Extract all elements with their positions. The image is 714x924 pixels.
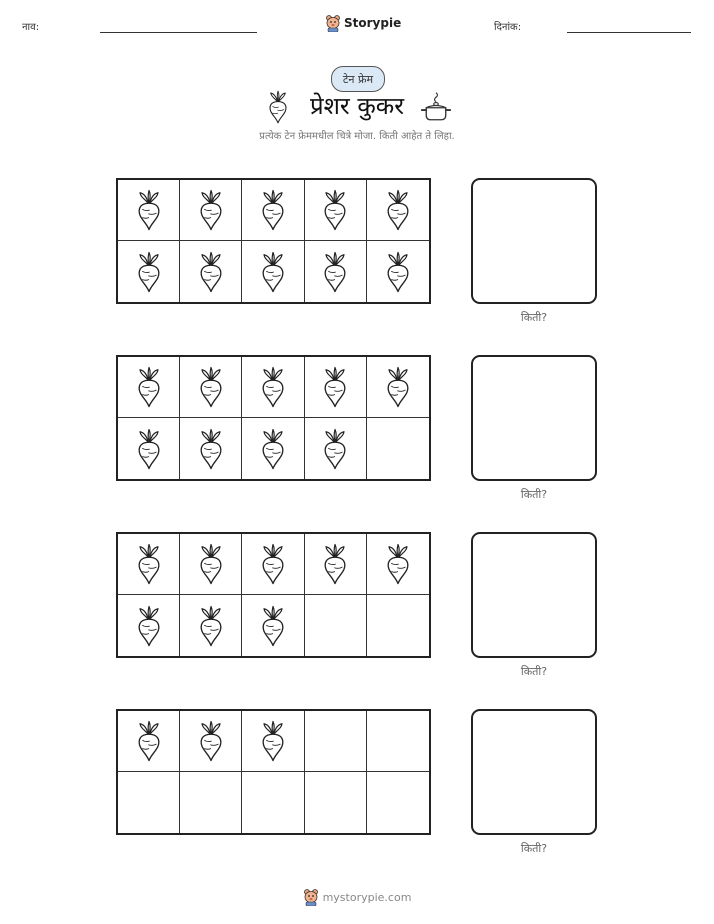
instructions-text: प्रत्येक टेन फ्रेममधील चित्रे मोजा. किती आहेत ते लिहा. bbox=[259, 131, 455, 142]
radish-icon bbox=[320, 187, 350, 233]
pressure-cooker-icon bbox=[421, 91, 451, 123]
storypie-mascot-icon bbox=[325, 14, 341, 32]
radish-icon bbox=[258, 426, 288, 472]
ten-frame-3 bbox=[116, 532, 431, 658]
ten-frame-1 bbox=[116, 178, 431, 304]
frame-cell bbox=[367, 772, 429, 833]
frame-cell bbox=[180, 418, 242, 479]
radish-icon bbox=[383, 541, 413, 587]
frame-cell bbox=[180, 241, 242, 302]
radish-icon bbox=[320, 364, 350, 410]
frame-cell bbox=[305, 180, 367, 241]
frame-cell bbox=[180, 595, 242, 656]
frame-cell bbox=[305, 534, 367, 595]
frame-cell bbox=[305, 241, 367, 302]
radish-icon bbox=[258, 187, 288, 233]
radish-icon bbox=[134, 541, 164, 587]
footer bbox=[0, 888, 714, 906]
radish-icon bbox=[196, 187, 226, 233]
ten-frame-4 bbox=[116, 709, 431, 835]
radish-icon bbox=[196, 541, 226, 587]
frame-cell bbox=[367, 180, 429, 241]
radish-icon bbox=[134, 718, 164, 764]
frame-cell bbox=[305, 418, 367, 479]
frame-cell bbox=[242, 241, 304, 302]
radish-icon bbox=[320, 426, 350, 472]
radish-icon bbox=[196, 603, 226, 649]
frame-cell bbox=[367, 241, 429, 302]
radish-icon bbox=[258, 364, 288, 410]
frame-cell bbox=[242, 357, 304, 418]
radish-icon bbox=[320, 541, 350, 587]
answer-prompt-4: किती? bbox=[520, 842, 548, 855]
date-label: दिनांक: bbox=[494, 22, 522, 33]
answer-box-4[interactable] bbox=[471, 709, 597, 835]
frame-cell bbox=[180, 711, 242, 772]
radish-icon bbox=[134, 187, 164, 233]
name-field-line[interactable] bbox=[100, 32, 257, 33]
radish-icon bbox=[383, 249, 413, 295]
answer-box-3[interactable] bbox=[471, 532, 597, 658]
radish-icon bbox=[196, 718, 226, 764]
frame-cell bbox=[118, 357, 180, 418]
frame-cell bbox=[180, 772, 242, 833]
frame-cell bbox=[242, 534, 304, 595]
radish-icon bbox=[258, 603, 288, 649]
frame-cell bbox=[367, 595, 429, 656]
radish-icon bbox=[134, 249, 164, 295]
answer-box-1[interactable] bbox=[471, 178, 597, 304]
radish-icon bbox=[258, 718, 288, 764]
name-label: नाव: bbox=[22, 22, 40, 33]
frame-cell bbox=[305, 711, 367, 772]
frame-cell bbox=[305, 772, 367, 833]
radish-icon bbox=[134, 426, 164, 472]
topic-badge: टेन फ्रेम bbox=[331, 66, 385, 92]
radish-icon bbox=[258, 249, 288, 295]
frame-cell bbox=[180, 534, 242, 595]
brand-logo bbox=[325, 13, 401, 33]
frame-cell bbox=[242, 595, 304, 656]
frame-cell bbox=[242, 772, 304, 833]
footer-site-link[interactable]: mystorypie.com bbox=[322, 890, 412, 904]
radish-icon bbox=[134, 603, 164, 649]
ten-frame-2 bbox=[116, 355, 431, 481]
frame-cell bbox=[367, 534, 429, 595]
radish-icon bbox=[258, 541, 288, 587]
brand-name: Storypie bbox=[344, 16, 402, 30]
radish-icon bbox=[320, 249, 350, 295]
radish-icon bbox=[196, 249, 226, 295]
date-field-line[interactable] bbox=[567, 32, 691, 33]
frame-cell bbox=[118, 418, 180, 479]
radish-icon bbox=[196, 426, 226, 472]
frame-cell bbox=[242, 711, 304, 772]
frame-cell bbox=[367, 357, 429, 418]
answer-prompt-1: किती? bbox=[520, 311, 548, 324]
frame-cell bbox=[118, 711, 180, 772]
frame-cell bbox=[118, 241, 180, 302]
radish-icon bbox=[196, 364, 226, 410]
frame-cell bbox=[367, 711, 429, 772]
answer-prompt-3: किती? bbox=[520, 665, 548, 678]
frame-cell bbox=[305, 357, 367, 418]
answer-prompt-2: किती? bbox=[520, 488, 548, 501]
frame-cell bbox=[118, 534, 180, 595]
frame-cell bbox=[118, 772, 180, 833]
frame-cell bbox=[180, 357, 242, 418]
radish-icon bbox=[383, 187, 413, 233]
storypie-mascot-icon bbox=[303, 888, 319, 906]
answer-box-2[interactable] bbox=[471, 355, 597, 481]
frame-cell bbox=[367, 418, 429, 479]
frame-cell bbox=[242, 180, 304, 241]
radish-icon bbox=[134, 364, 164, 410]
frame-cell bbox=[180, 180, 242, 241]
frame-cell bbox=[242, 418, 304, 479]
frame-cell bbox=[305, 595, 367, 656]
frame-cell bbox=[118, 595, 180, 656]
frame-cell bbox=[118, 180, 180, 241]
page-title: प्रेशर कुकर bbox=[309, 92, 405, 120]
radish-icon bbox=[383, 364, 413, 410]
